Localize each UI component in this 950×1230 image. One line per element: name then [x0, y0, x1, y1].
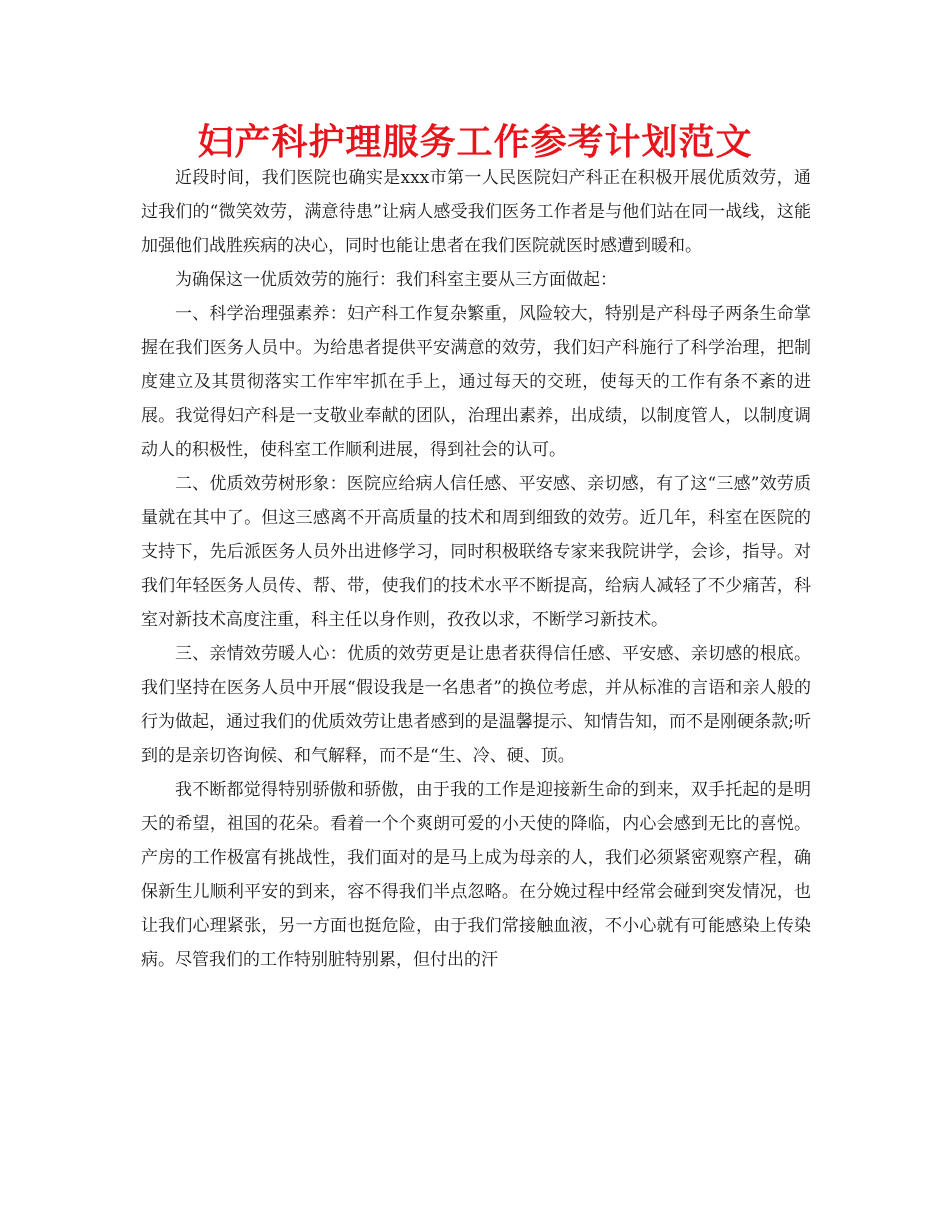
paragraph-section-1: 一、科学治理强素养：妇产科工作复杂繁重，风险较大，特别是产科母子两条生命掌握在我们医务人员中。为给患者提供平安满意的效劳，我们妇产科施行了科学治理，把制度建立及其贯彻落实工作牢牢抓在手上，通过每天的交班，使每天的工作有条不紊的进展。我觉得妇产科是一支敬业奉献的团队，治理出素养，出成绩，以制度管人，以制度调动人的积极性，使科室工作顺利进展，得到社会的认可。 [141, 304, 811, 460]
document-title: 妇产科护理服务工作参考计划范文 [197, 122, 753, 163]
paragraph-section-2: 二、优质效劳树形象：医院应给病人信任感、平安感、亲切感，有了这“三感”效劳质量就在其中了。但这三感离不开高质量的技术和周到细致的效劳。近几年，科室在医院的支持下，先后派医务人员外出进修学习，同时积极联络专家来我院讲学，会诊，指导。对我们年轻医务人员传、帮、带，使我们的技术水平不断提高，给病人减轻了不少痛苦，科室对新技术高度注重，科主任以身作则，孜孜以求，不断学习新技术。 [141, 474, 811, 630]
document-body [141, 161, 811, 977]
paragraph-intro: 近段时间，我们医院也确实是xxx市第一人民医院妇产科正在积极开展优质效劳，通过我们的“微笑效劳，满意待患”让病人感受我们医务工作者是与他们站在同一战线，这能加强他们战胜疾病的决心，同时也能让患者在我们医院就医时感遭到暖和。 [141, 168, 811, 256]
paragraph-section-3: 三、亲情效劳暖人心：优质的效劳更是让患者获得信任感、平安感、亲切感的根底。我们坚持在医务人员中开展“假设我是一名患者”的换位考虑，并从标准的言语和亲人般的行为做起，通过我们的优质效劳让患者感到的是温馨提示、知情告知，而不是刚硬条款;听到的是亲切咨询候、和气解释，而不是“生、冷、硬、顶。 [141, 644, 811, 766]
paragraph-reflection: 我不断都觉得特别骄傲和骄傲，由于我的工作是迎接新生命的到来，双手托起的是明天的希望，祖国的花朵。看着一个个爽朗可爱的小天使的降临，内心会感到无比的喜悦。产房的工作极富有挑战性，我们面对的是马上成为母亲的人，我们必须紧密观察产程，确保新生儿顺利平安的到来，容不得我们半点忽略。在分娩过程中经常会碰到突发情况，也让我们心理紧张，另一方面也挺危险，由于我们常接触血液，不小心就有可能感染上传染病。尽管我们的工作特别脏特别累，但付出的汗 [141, 780, 811, 970]
paragraph-overview: 为确保这一优质效劳的施行：我们科室主要从三方面做起： [175, 270, 617, 290]
